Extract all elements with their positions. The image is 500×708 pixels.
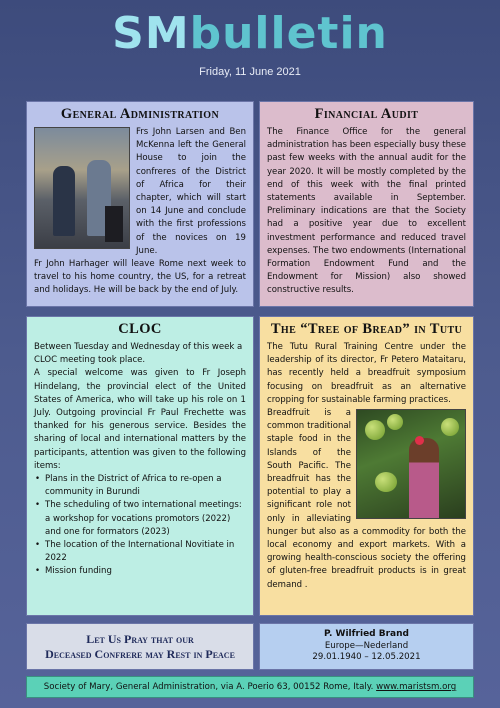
financial-audit-title: Financial Audit bbox=[314, 106, 419, 122]
list-item: • The location of the International Novitiate in 2022 bbox=[34, 539, 246, 565]
cloc-para1: Between Tuesday and Wednesday of this week a CLOC meeting took place. bbox=[34, 342, 243, 366]
general-administration-para1: Frs John Larsen and Ben McKenna left the General House to join the confreres of the District of Africa for their chapter, which will start on 14 June and conclude with the first professions of the novices on 19 June. bbox=[136, 127, 246, 256]
financial-audit-body: The Finance Office for the general administration has been especially busy these past few weeks with the annual audit for the year 2020. It will be mostly completed by the end of this week with the final printed statements available in September. Preliminary indications are that the Society had a positive year due to excellent investment performance and reduced travel expenses. The two endowments (International Formation Endowment Fund and the Endowment for Mission) also showed constructive results. bbox=[267, 127, 466, 296]
list-item: • Mission funding bbox=[34, 565, 246, 578]
tree-of-bread-para2: Breadfruit is a common traditional staple food in the Islands of the South Pacific. The breadfruit has the potential to play a significant role not only in alleviating hunger but also as a commodity for both the local economy and export markets. With a growing health-conscious society the offering of gluten-free breadfruit products is in great demand . bbox=[267, 408, 466, 590]
masthead-sm: SM bbox=[112, 8, 190, 59]
breadfruit-photo bbox=[356, 409, 466, 519]
list-item: • The scheduling of two international meetings: a workshop for vocations promotors (2022) and one for formators (2023) bbox=[34, 499, 246, 539]
tree-of-bread-para1: The Tutu Rural Training Centre under the leadership of its director, Fr Petero Mataitaru, has recently held a breadfruit symposium focusing on breadfruit as an alternative cropping for sustainable farming practices. bbox=[267, 342, 466, 405]
deceased-dates: 29.01.1940 – 12.05.2021 bbox=[312, 652, 421, 662]
deceased-name: P. Wilfried Brand bbox=[324, 629, 409, 639]
cloc-para2: A special welcome was given to Fr Joseph Hindelang, the provincial elect of the United States of America, who will take up his role on 1 July. Outgoing provincial Fr Paul Frechette was thanked for his generous service. Besides the sharing of local and international matters by the participants, attention was given to the following items: bbox=[34, 368, 246, 471]
masthead-logo bbox=[0, 6, 500, 62]
issue-date: Friday, 11 June 2021 bbox=[199, 66, 301, 78]
two-priests-photo bbox=[34, 127, 130, 249]
cloc-title: CLOC bbox=[118, 321, 162, 337]
prayer-box bbox=[26, 623, 254, 670]
footer-address: Society of Mary, General Administration, via A. Poerio 63, 00152 Rome, Italy. bbox=[43, 682, 374, 692]
general-administration-section bbox=[26, 101, 254, 307]
deceased-region: Europe—Nederland bbox=[324, 640, 409, 651]
cloc-items-list bbox=[34, 473, 246, 579]
tree-of-bread-title: The “Tree of Bread” in Tutu bbox=[270, 321, 463, 337]
deceased-confrere-box bbox=[259, 623, 474, 670]
prayer-line2: Deceased Confrere may Rest in Peace bbox=[45, 647, 235, 661]
list-item: • Plans in the District of Africa to re-open a community in Burundi bbox=[34, 473, 246, 499]
general-administration-title: General Administration bbox=[60, 106, 220, 122]
prayer-line1: Let Us Pray that our bbox=[86, 632, 194, 646]
footer-website-link[interactable]: www.maristsm.org bbox=[376, 682, 457, 692]
cloc-section bbox=[26, 316, 254, 616]
tree-of-bread-section bbox=[259, 316, 474, 616]
general-administration-para2: Fr John Harhager will leave Rome next week to travel to his home country, the US, for a retreat and holidays. He will be back by the end of July. bbox=[34, 259, 246, 296]
footer-bar bbox=[26, 676, 474, 698]
masthead-bulletin: bulletin bbox=[189, 8, 388, 59]
financial-audit-section bbox=[259, 101, 474, 307]
